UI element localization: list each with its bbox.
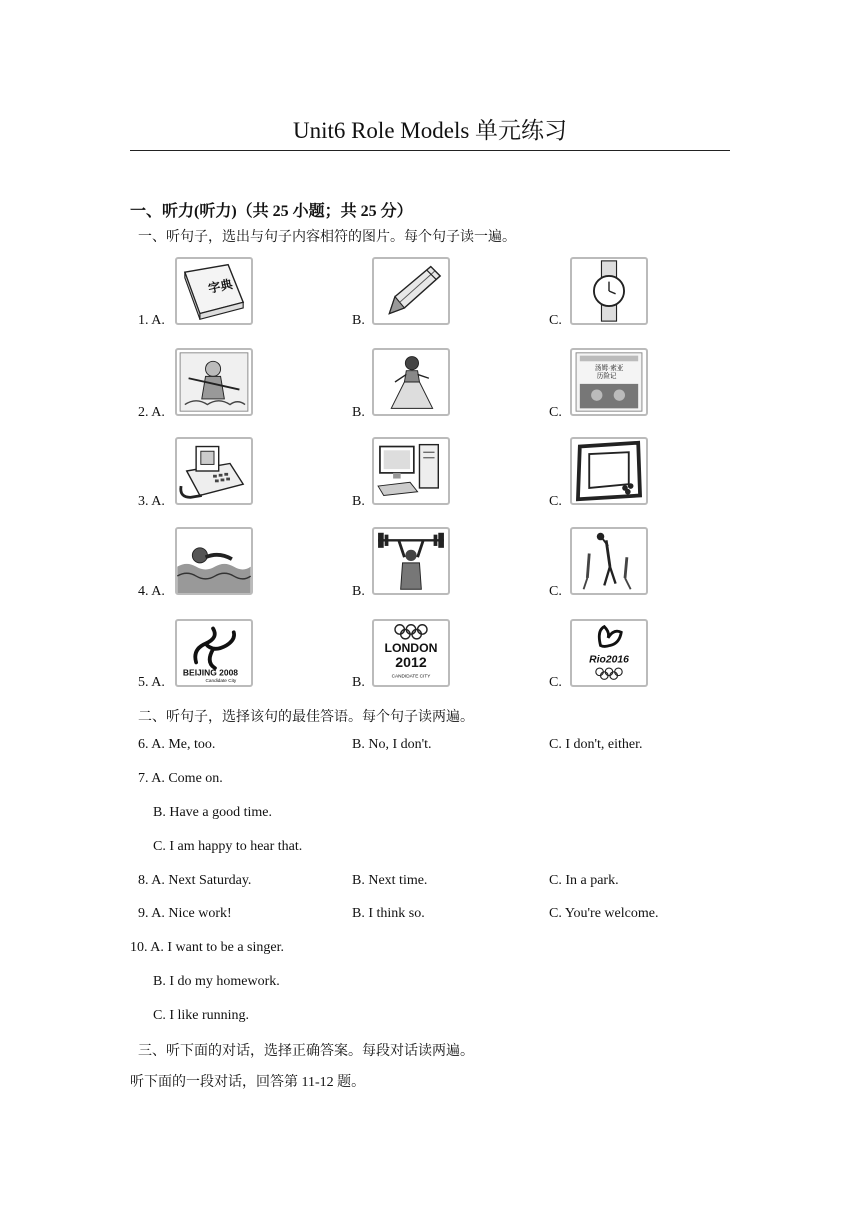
photo-frame-picture[interactable] <box>570 437 648 505</box>
basketball-picture[interactable] <box>570 527 648 595</box>
weightlifting-picture[interactable] <box>372 527 450 595</box>
page-title: Unit6 Role Models 单元练习 <box>292 118 568 143</box>
book-picture[interactable] <box>175 257 253 325</box>
pencil-picture[interactable] <box>372 257 450 325</box>
q5-option-a-label: 5. A. <box>138 675 165 690</box>
q10-option-b: B. I do my homework. <box>153 974 280 989</box>
computer-picture[interactable] <box>372 437 450 505</box>
swimming-picture[interactable] <box>175 527 253 595</box>
q10-option-c: C. I like running. <box>153 1008 250 1023</box>
q1-option-c-label: C. <box>549 313 562 328</box>
part2-instruction: 二、听句子，选择该句的最佳答语。每个句子读两遍。 <box>138 710 474 725</box>
q5-option-b-label: B. <box>352 675 365 690</box>
london-logo-year: 2012 <box>395 654 427 671</box>
snow-white-picture[interactable] <box>372 348 450 416</box>
q1-option-a-label: 1. A. <box>138 313 165 328</box>
q2-option-a-label: 2. A. <box>138 405 165 420</box>
q8-option-c: C. In a park. <box>549 873 619 888</box>
q4-option-b-label: B. <box>352 584 365 599</box>
beijing-logo-subtext: Candidate City <box>205 678 237 684</box>
rio-2016-logo[interactable] <box>570 619 648 687</box>
svg-text:字典: 字典 <box>207 277 234 296</box>
q8-option-a: 8. A. Next Saturday. <box>138 873 252 888</box>
monkey-king-picture[interactable] <box>175 348 253 416</box>
q9-option-c: C. You're welcome. <box>549 906 659 921</box>
part3-instruction: 三、听下面的对话，选择正确答案。每段对话读两遍。 <box>138 1044 474 1059</box>
watch-picture[interactable] <box>570 257 648 325</box>
q9-option-b: B. I think so. <box>352 906 425 921</box>
q7-option-a: 7. A. Come on. <box>138 771 223 786</box>
london-2012-logo[interactable] <box>372 619 450 687</box>
rio-logo-text: Rio2016 <box>589 654 629 666</box>
q3-option-c-label: C. <box>549 494 562 509</box>
london-logo-text: LONDON <box>384 641 438 656</box>
storybook-picture[interactable] <box>570 348 648 416</box>
beijing-logo-text: BEIJING 2008 <box>182 667 239 678</box>
q6-option-a: 6. A. Me, too. <box>138 737 216 752</box>
svg-text:汤姆·索亚: 汤姆·索亚 <box>594 364 624 372</box>
q7-option-b: B. Have a good time. <box>153 805 272 820</box>
section-heading: 一、听力(听力)（共 25 小题；共 25 分） <box>130 203 413 220</box>
q1-option-b-label: B. <box>352 313 365 328</box>
q6-option-c: C. I don't, either. <box>549 737 643 752</box>
q9-option-a: 9. A. Nice work! <box>138 906 232 921</box>
beijing-2008-logo[interactable] <box>175 619 253 687</box>
title-divider <box>130 150 730 151</box>
part3-subheading: 听下面的一段对话，回答第 11-12 题。 <box>130 1075 366 1090</box>
q4-option-c-label: C. <box>549 584 562 599</box>
q10-option-a: 10. A. I want to be a singer. <box>130 940 284 955</box>
q3-option-b-label: B. <box>352 494 365 509</box>
q8-option-b: B. Next time. <box>352 873 428 888</box>
telephone-picture[interactable] <box>175 437 253 505</box>
q3-option-a-label: 3. A. <box>138 494 165 509</box>
svg-text:历险记: 历险记 <box>596 373 617 381</box>
q6-option-b: B. No, I don't. <box>352 737 432 752</box>
q2-option-b-label: B. <box>352 405 365 420</box>
q4-option-a-label: 4. A. <box>138 584 165 599</box>
london-logo-subtext: CANDIDATE CITY <box>391 673 431 679</box>
part1-instruction: 一、听句子，选出与句子内容相符的图片。每个句子读一遍。 <box>138 230 516 245</box>
q5-option-c-label: C. <box>549 675 562 690</box>
q2-option-c-label: C. <box>549 405 562 420</box>
q7-option-c: C. I am happy to hear that. <box>153 839 303 854</box>
